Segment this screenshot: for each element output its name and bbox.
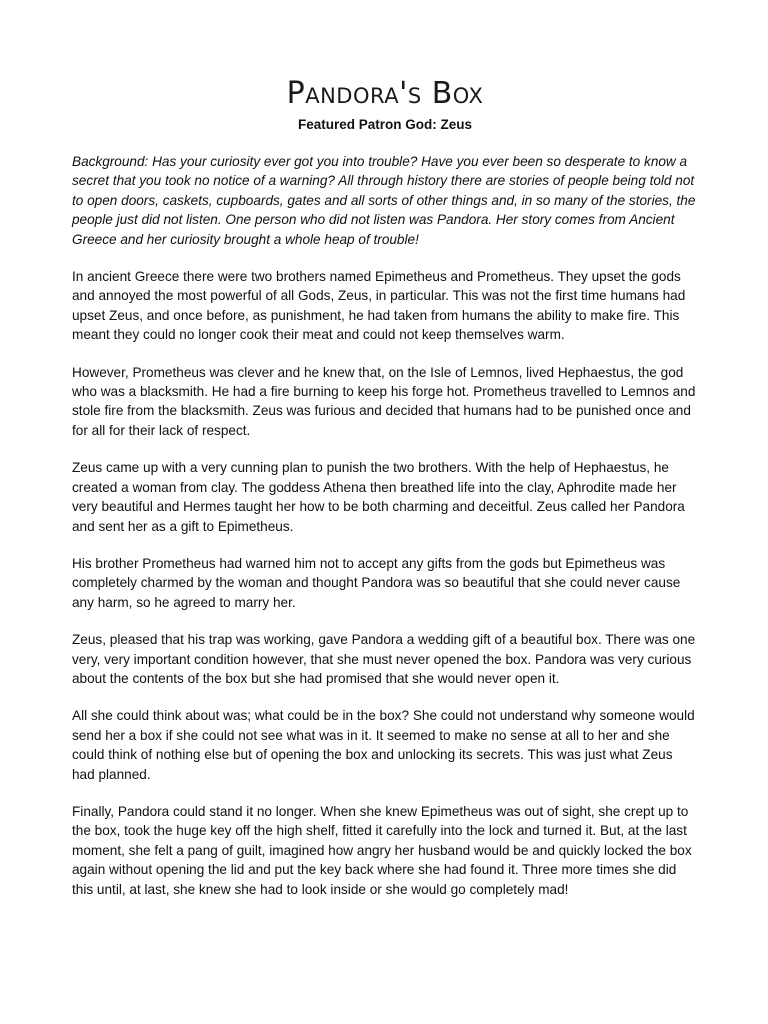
body-paragraph: In ancient Greece there were two brothers named Epimetheus and Prometheus. They upset the gods and annoyed the most powerful of all Gods, Zeus, in particular. This was not the first time humans had upset Zeus, and once before, as punishment, he had taken from humans the ability to make fire. This meant they could no longer cook their meat and could not keep themselves warm.: [72, 269, 686, 343]
body-paragraph: However, Prometheus was clever and he knew that, on the Isle of Lemnos, lived Hephaestus, the god who was a blacksmith. He had a fire burning to keep his forge hot. Prometheus travelled to Lemnos and stole fire from the blacksmith. Zeus was furious and decided that humans had to be punished once and for all for their lack of respect.: [72, 364, 696, 438]
body-paragraph: His brother Prometheus had warned him not to accept any gifts from the gods but Epimetheus was completely charmed by the woman and thought Pandora was so beautiful that she could never cause any harm, so he agreed to marry her.: [72, 555, 681, 610]
document-title: Pandora's Box: [286, 76, 484, 111]
background-paragraph: Background: Has your curiosity ever got you into trouble? Have you ever been so desperate to know a secret that you took no notice of a warning? All through history there are stories of people being told not to open doors, caskets, cupboards, gates and all sorts of other things and, in so many of the stories, the people just did not listen. One person who did not listen was Pandora. Her story comes from Ancient Greece and her curiosity brought a whole heap of trouble!: [72, 154, 696, 247]
body-paragraph: Finally, Pandora could stand it no longer. When she knew Epimetheus was out of sight, she crept up to the box, took the huge key off the high shelf, fitted it carefully into the lock and turned it. But, at the last moment, she felt a pang of guilt, imagined how angry her husband would be and quickly locked the box again without opening the lid and put the key back where she had found it. Three more times she did this until, at last, she knew she had to look inside or she would go completely mad!: [72, 803, 692, 897]
body-paragraph: All she could think about was; what could be in the box? She could not understand why someone would send her a box if she could not see what was in it. It seemed to make no sense at all to her and she could think of nothing else but of opening the box and unlocking its secrets. This was just what Zeus had planned.: [72, 708, 695, 782]
body-paragraph: Zeus, pleased that his trap was working, gave Pandora a wedding gift of a beautiful box. There was one very, very important condition however, that she must never opened the box. Pandora was very curious about the contents of the box but she had promised that she would never open it.: [72, 632, 696, 686]
body-paragraph: Zeus came up with a very cunning plan to punish the two brothers. With the help of Hephaestus, he created a woman from clay. The goddess Athena then breathed life into the clay, Aphrodite made her very beautiful and Hermes taught her how to be both charming and deceitful. Zeus called her Pandora and sent her as a gift to Epimetheus.: [72, 460, 685, 534]
document-subtitle: Featured Patron God: Zeus: [297, 117, 473, 132]
